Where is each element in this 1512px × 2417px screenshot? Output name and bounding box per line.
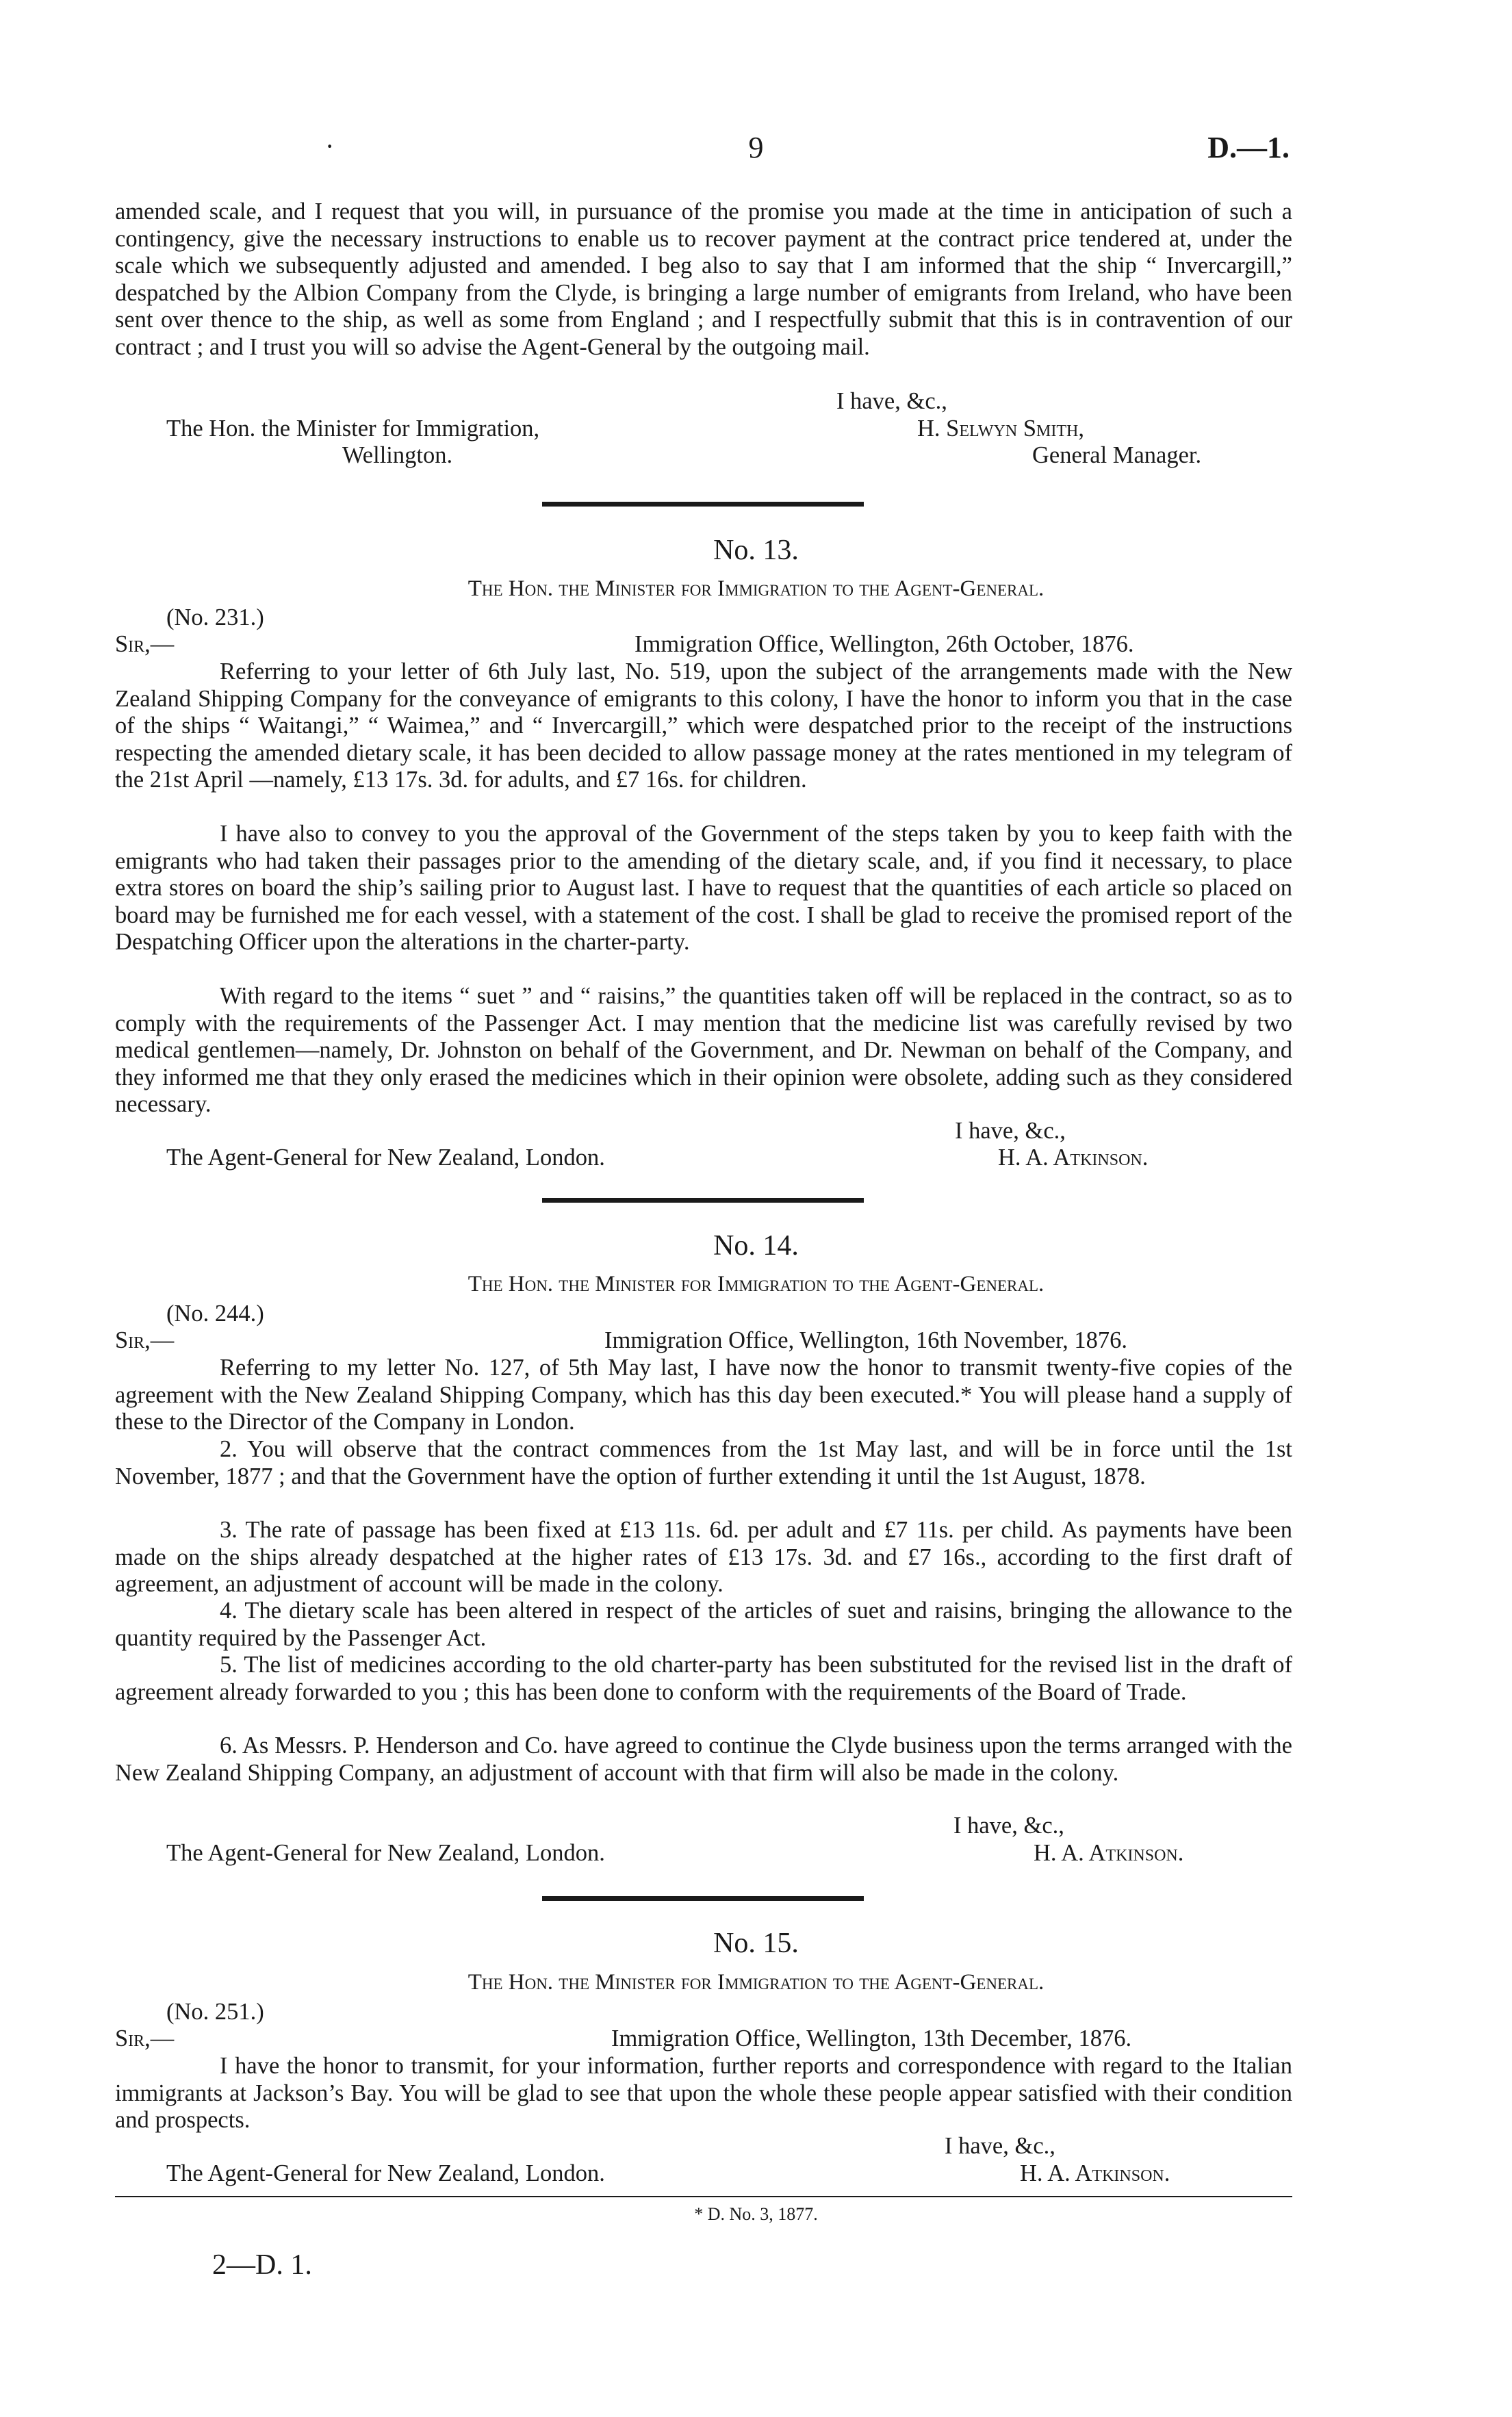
letter-paragraph: 3. The rate of passage has been fixed at £13 11s. 6d. per adult and £7 11s. per child. As payments have been made on the ships already despatched at the higher rates of £13 17s. 3d. and £7 16s., according to the first draft of agreement, an adjustment of account will be made in the colony. — [115, 1517, 1292, 1597]
signature-mark: 2—D. 1. — [212, 2249, 312, 2281]
letter-number: No. 15. — [713, 1928, 799, 1959]
letter-signer: H. A. Atkinson. — [1020, 2160, 1170, 2186]
letter-paragraph: Referring to your letter of 6th July last, No. 519, upon the subject of the arrangements made with the New Zealand Shipping Company for the conveyance of emigrants to this colony, I have the honor to inform you that in the case of the ships “ Waitangi,” “ Waimea,” and “ Invercargill,” which were despatched prior to the receipt of the instructions respecting the amended dietary scale, it has been decided to allow passage money at the rates mentioned in my telegram of the 21st April —namely, £13 17s. 3d. for adults, and £7 16s. for children. — [115, 658, 1292, 793]
header-mark: · — [325, 131, 335, 162]
section-divider — [542, 1896, 864, 1901]
letter-closing: I have, &c., — [953, 1813, 1064, 1839]
intro-closing: I have, &c., — [836, 388, 947, 414]
letter-paragraph: 2. You will observe that the contract commences from the 1st May last, and will be in force until the 1st November, 1877 ; and that the Government have the option of further extending it until the 1st August, 1878. — [115, 1436, 1292, 1489]
intro-signer-name: H. Selwyn Smith, — [917, 415, 1084, 442]
letter-paragraph: 6. As Messrs. P. Henderson and Co. have agreed to continue the Clyde business upon the terms arranged with the New Zealand Shipping Company, an adjustment of account with that firm will also be made in the colony. — [115, 1732, 1292, 1786]
letter-heading: The Hon. the Minister for Immigration to the Agent-General. — [467, 576, 1045, 601]
letter-number: No. 13. — [713, 535, 799, 566]
letter-ref: (No. 244.) — [166, 1301, 264, 1327]
letter-paragraph: With regard to the items “ suet ” and “ raisins,” the quantities taken off will be replaced in the contract, so as to comply with the requirements of the Passenger Act. I may mention that the medicine list was carefully revised by two medical gentlemen—namely, Dr. Johnston on behalf of the Government, and Dr. Newman on behalf of the Company, and they informed me that they only erased the medicines which in their opinion were obsolete, adding such as they considered necessary. — [115, 983, 1292, 1117]
letter-paragraph: I have also to convey to you the approval of the Government of the steps taken by you to keep faith with the emigrants who had taken their passages prior to the amending of the dietary scale, and, if you find it necessary, to place extra stores on board the ship’s sailing prior to August last. I have to request that the quantities of each article so placed on board may be furnished me for each vessel, with a statement of the cost. I shall be glad to receive the promised report of the Despatching Officer upon the alterations in the charter-party. — [115, 821, 1292, 955]
letter-paragraph: Referring to my letter No. 127, of 5th May last, I have now the honor to transmit twenty-five copies of the agreement with the New Zealand Shipping Company, which has this day been executed.* You will please hand a supply of these to the Director of the Company in London. — [115, 1355, 1292, 1435]
place-date: Immigration Office, Wellington, 16th November, 1876. — [604, 1327, 1127, 1353]
letter-ref: (No. 231.) — [166, 604, 264, 630]
letter-paragraph: 5. The list of medicines according to the old charter-party has been substituted for the revised list in the draft of agreement already forwarded to you ; this has been done to conform with the requirements of the Board of Trade. — [115, 1652, 1292, 1705]
intro-paragraph: amended scale, and I request that you will, in pursuance of the promise you made at the time in anticipation of such a contingency, give the necessary instructions to enable us to recover payment at the contract price tendered at, under the scale which we subsequently adjusted and amended. I beg also to say that I am informed that the ship “ Invercargill,” despatched by the Albion Company from the Clyde, is bringing a large number of emigrants from Ireland, who have been sent over thence to the ship, as well as some from England ; and I respectfully submit that this is in contravention of our contract ; and I trust you will so advise the Agent-General by the outgoing mail. — [115, 199, 1292, 360]
intro-addressee-line2: Wellington. — [342, 442, 453, 468]
letter-closing: I have, &c., — [945, 2133, 1055, 2159]
page-number: 9 — [748, 131, 764, 164]
letter-heading: The Hon. the Minister for Immigration to the Agent-General. — [467, 1970, 1045, 1995]
letter-number: No. 14. — [713, 1230, 799, 1262]
footnote-rule — [115, 2196, 1292, 2197]
letter-paragraph: 4. The dietary scale has been altered in respect of the articles of suet and raisins, bringing the allowance to the quantity required by the Passenger Act. — [115, 1598, 1292, 1651]
letter-heading: The Hon. the Minister for Immigration to the Agent-General. — [467, 1272, 1045, 1296]
letter-signer: H. A. Atkinson. — [998, 1144, 1149, 1171]
salutation: Sir,— — [115, 2025, 175, 2051]
letter-signer: H. A. Atkinson. — [1034, 1840, 1184, 1866]
letter-addressee: The Agent-General for New Zealand, London. — [166, 2160, 605, 2186]
place-date: Immigration Office, Wellington, 26th October, 1876. — [635, 631, 1134, 657]
place-date: Immigration Office, Wellington, 13th December, 1876. — [611, 2025, 1132, 2051]
footnote: * D. No. 3, 1877. — [694, 2204, 818, 2224]
salutation: Sir,— — [115, 1327, 175, 1353]
section-divider — [542, 502, 864, 507]
letter-ref: (No. 251.) — [166, 1999, 264, 2025]
section-divider — [542, 1198, 864, 1203]
letter-addressee: The Agent-General for New Zealand, London. — [166, 1840, 605, 1866]
salutation: Sir,— — [115, 631, 175, 657]
letter-addressee: The Agent-General for New Zealand, London. — [166, 1144, 605, 1171]
intro-signer-title: General Manager. — [1032, 442, 1202, 468]
intro-addressee-line1: The Hon. the Minister for Immigration, — [166, 415, 540, 442]
document-reference: D.—1. — [1207, 131, 1290, 164]
letter-paragraph: I have the honor to transmit, for your information, further reports and correspondence with regard to the Italian immigrants at Jackson’s Bay. You will be glad to see that upon the whole these people appear satisfied with their condition and prospects. — [115, 2053, 1292, 2133]
letter-closing: I have, &c., — [955, 1118, 1066, 1144]
